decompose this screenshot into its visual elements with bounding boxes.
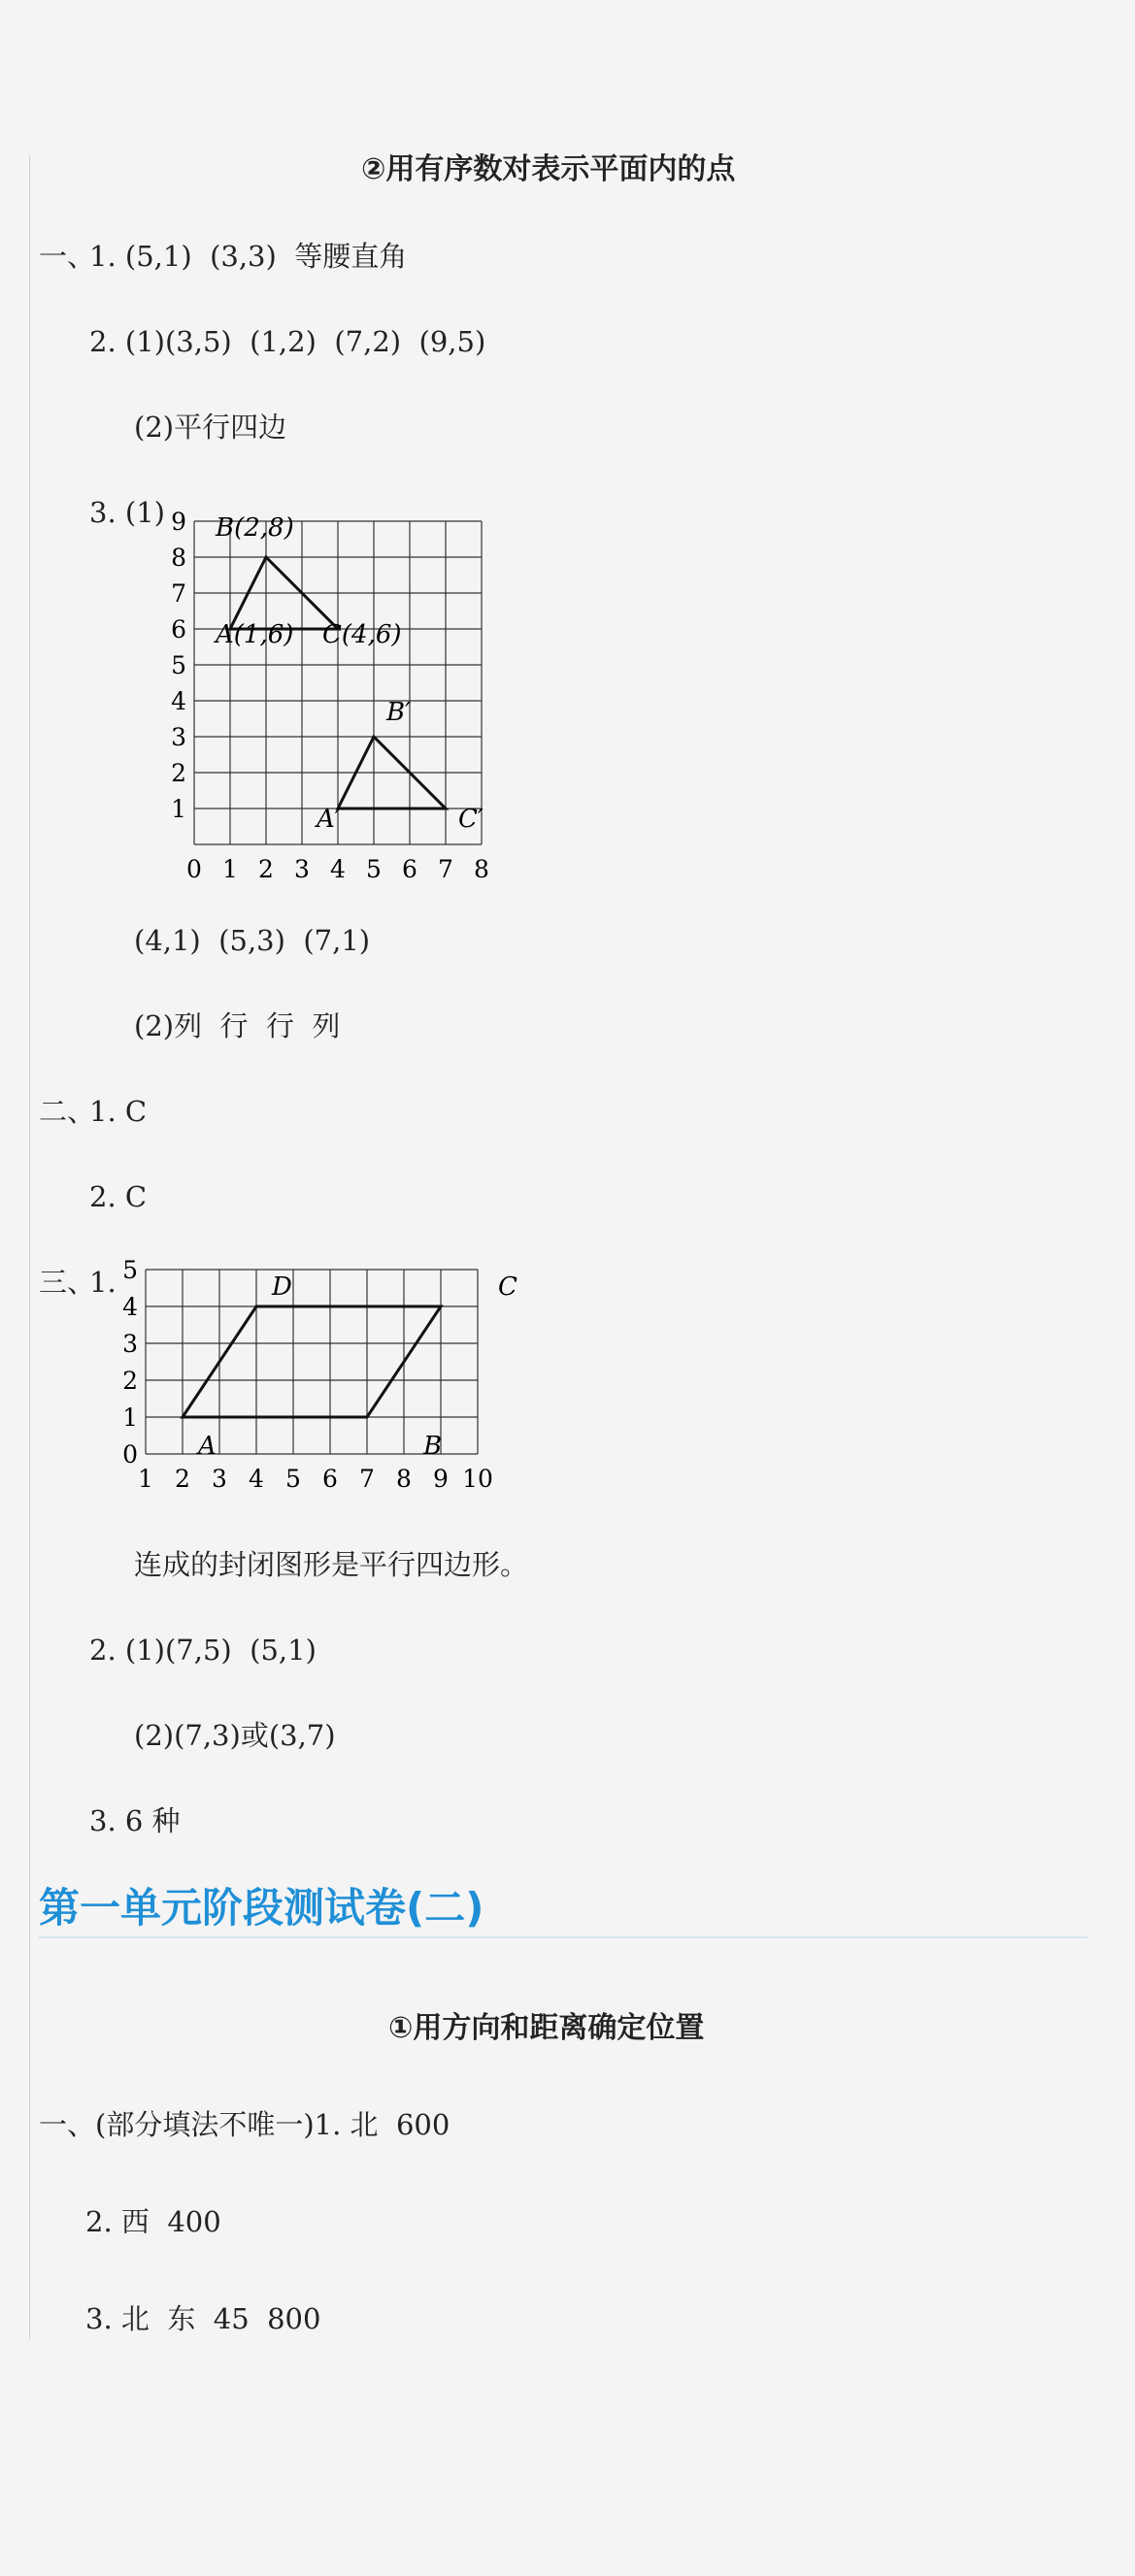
part3-q2-part2-answer: (2)(7,3)或(3,7) [134,1719,336,1752]
graph-triangles [171,495,524,883]
part2-label: 二、 [39,1095,96,1128]
y-tick-label: 9 [171,508,186,536]
section2-heading: ①用方向和距离确定位置 [388,2011,705,2045]
y-tick-label: 8 [171,544,186,572]
x-tick-label: 6 [322,1465,338,1493]
x-tick-label: 1 [222,855,238,883]
section2-q1-answer: 一、(部分填法不唯一)1. 北 600 [39,2108,451,2141]
y-tick-label: 3 [171,723,186,751]
y-tick-label: 5 [171,651,186,679]
x-tick-label: 7 [438,855,453,883]
label-a-prime: A′ [317,805,341,834]
part3-q1-text: 连成的封闭图形是平行四边形。 [134,1548,529,1581]
y-tick-label: 2 [122,1367,138,1395]
label-d: D [272,1272,292,1302]
y-tick-label: 5 [122,1256,138,1284]
y-tick-label: 1 [171,795,186,823]
graph1-grid [194,521,482,844]
x-tick-label: 8 [474,855,489,883]
label-c: C [498,1272,517,1302]
y-tick-label: 7 [171,579,186,608]
label-a: A [198,1432,217,1461]
x-tick-label: 3 [294,855,310,883]
graph1-y-ticks [171,508,186,823]
x-tick-label: 9 [433,1465,449,1493]
part3-label: 三、 [39,1266,96,1299]
q3-answer: (4,1) (5,3) (7,1) [134,924,371,957]
section2-q3-answer: 3. 北 东 45 800 [85,2302,321,2335]
x-tick-label: 6 [402,855,417,883]
section-heading: ②用有序数对表示平面内的点 [361,152,736,186]
label-b: B(2,8) [216,513,294,543]
y-tick-label: 4 [171,687,186,715]
section2-q2-answer: 2. 西 400 [85,2205,221,2238]
x-tick-label: 0 [186,855,202,883]
x-tick-label: 7 [359,1465,375,1493]
x-tick-label: 2 [175,1465,190,1493]
q3-label: 3. (1) [89,496,165,529]
x-tick-label: 4 [330,855,346,883]
graph2-x-ticks [138,1465,493,1493]
x-tick-label: 10 [462,1465,493,1493]
parallelogram-abcd [183,1306,441,1417]
unit-title: 第一单元阶段测试卷(二) [39,1884,484,1932]
q1-answer: 1. (5,1) (3,3) 等腰直角 [89,240,408,273]
q2-part2-answer: (2)平行四边 [134,411,287,444]
label-c-prime: C′ [458,805,484,834]
graph1-x-ticks [186,855,489,883]
y-tick-label: 4 [122,1293,138,1321]
x-tick-label: 2 [258,855,274,883]
x-tick-label: 4 [249,1465,264,1493]
label-c: C(4,6) [322,620,402,649]
part3-q2-answer: 2. (1)(7,5) (5,1) [89,1634,317,1667]
x-tick-label: 5 [285,1465,301,1493]
part2-q2-answer: 2. C [89,1180,148,1213]
graph-parallelogram [117,1256,573,1514]
part3-q1-label: 1. [89,1266,117,1299]
graph2-grid [146,1270,478,1454]
label-a: A(1,6) [216,620,294,649]
part2-q1-answer: 1. C [89,1095,148,1128]
label-b-prime: B′ [386,698,412,727]
label-b: B [423,1432,443,1461]
part1-label: 一、 [39,240,96,273]
x-tick-label: 5 [366,855,382,883]
unit-title-rule [39,1936,1087,1938]
y-tick-label: 3 [122,1330,138,1358]
y-tick-label: 1 [122,1404,138,1432]
x-tick-label: 8 [396,1465,412,1493]
q2-answer: 2. (1)(3,5) (1,2) (7,2) (9,5) [89,325,486,358]
graph2-y-ticks [122,1256,138,1469]
y-tick-label: 6 [171,615,186,644]
part3-q3-answer: 3. 6 种 [89,1804,181,1837]
x-tick-label: 1 [138,1465,153,1493]
x-tick-label: 3 [212,1465,227,1493]
margin-line [29,155,30,2339]
y-tick-label: 2 [171,759,186,787]
y-tick-label: 0 [122,1440,138,1469]
q3-part2-answer: (2)列 行 行 列 [134,1009,341,1042]
